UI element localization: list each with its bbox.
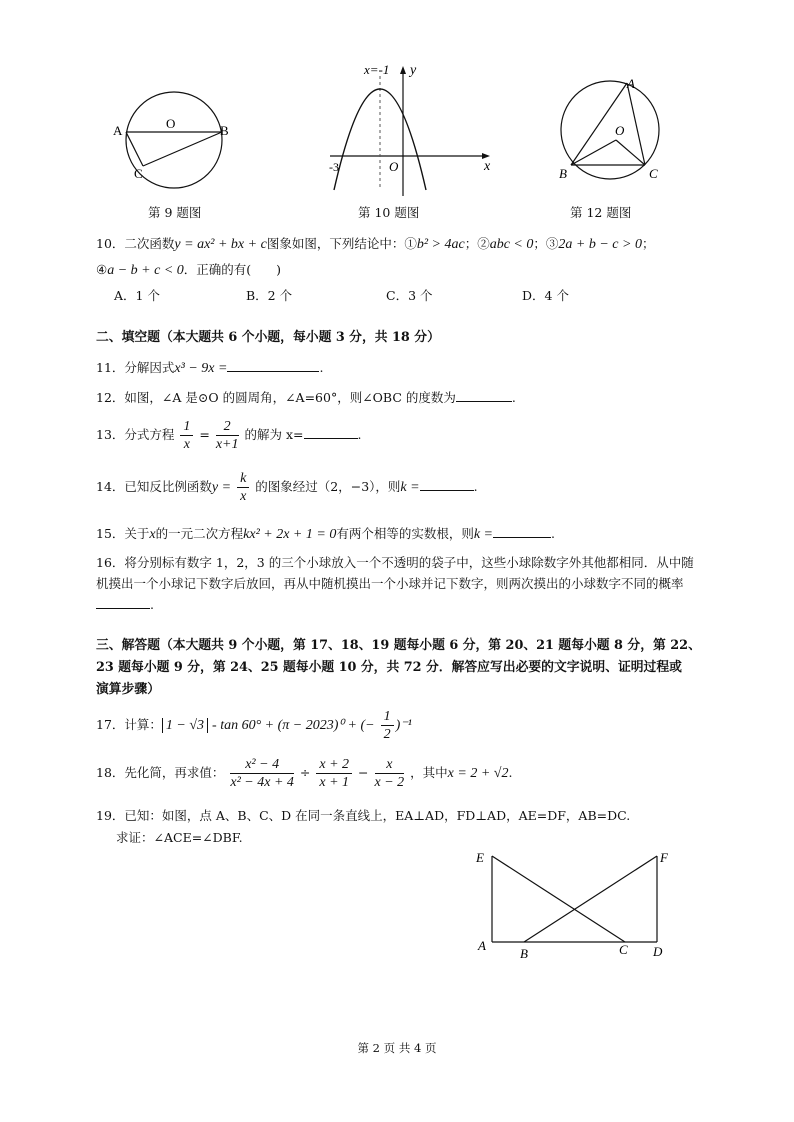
fig12-label-b: B [559, 166, 567, 181]
fig9-label-c: C [134, 166, 143, 181]
section-2-title: 二、填空题（本大题共 6 个小题，每小题 3 分，共 18 分） [96, 330, 440, 345]
question-12: 12．如图，∠A 是⊙O 的圆周角，∠A=60°，则∠OBC 的度数为 . [96, 390, 516, 405]
q10-option-d: D．4 个 [522, 288, 569, 303]
fig10-label-m3: -3 [329, 160, 339, 174]
q10-option-a: A．1 个 [114, 288, 160, 303]
question-18: 18．先化简，再求值： $\frac{\text{x² − 4}}{\text{x² − 4x + 4}}$ ÷ $\frac{x + 2}{x + 1}$ − $\frac{x}{x - 2}$ ，其中x = 2 + √2. [96, 757, 513, 790]
fig19-label-e: E [476, 850, 484, 865]
fig12-label-o: O [615, 123, 625, 138]
figure-12-circle [555, 72, 675, 192]
q10-option-b: B．2 个 [246, 288, 293, 303]
fig9-label-o: O [166, 116, 176, 131]
fig10-label-x: x [484, 159, 491, 174]
fig9-label-a: A [113, 123, 123, 138]
fig9-caption: 第 9 题图 [148, 205, 202, 220]
question-13: 13．分式方程 $\frac{1}{x}$ = $\frac{2}{x+1}$ 的解为 x= . [96, 419, 362, 452]
figure-19-diagram [470, 848, 680, 963]
fig19-label-c: C [619, 942, 628, 957]
figure-9-circle [110, 90, 250, 200]
figure-10-parabola [320, 58, 500, 198]
fig10-label-y: y [410, 63, 417, 78]
fig10-caption: 第 10 题图 [358, 205, 420, 220]
question-10-line2: ④a − b + c < 0．正确的有( ) [96, 262, 282, 278]
section-3-title-line3: 演算步骤） [96, 682, 160, 697]
fig9-label-b: B [220, 123, 229, 138]
fig10-label-o: O [389, 159, 399, 174]
question-19-line2: 求证：∠ACE=∠DBF. [116, 830, 243, 845]
section-3-title-line1: 三、解答题（本大题共 9 个小题，第 17、18、19 题每小题 6 分，第 20、21 题每小题 8 分，第 22、 [96, 638, 701, 653]
fig12-label-a: A [627, 76, 635, 91]
section-3-title-line2: 23 题每小题 9 分，第 24、25 题每小题 10 分，共 72 分．解答应写出必要的文字说明、证明过程或 [96, 660, 682, 675]
question-17: 17．计算： 1 − √3 - tan 60° + (π − 2023)⁰ + (− $\frac{1}{2}$ )⁻¹ [96, 709, 412, 742]
fig12-caption: 第 12 题图 [570, 205, 632, 220]
page-footer: 第 2 页 共 4 页 [357, 1041, 437, 1055]
fig19-label-a: A [478, 938, 486, 953]
question-15: 15．关于x的一元二次方程kx² + 2x + 1 = 0有两个相等的实数根，则k = . [96, 526, 555, 542]
fig19-label-f: F [660, 850, 668, 865]
fig19-label-d: D [653, 944, 663, 959]
question-16: 16．将分别标有数字 1，2，3 的三个小球放入一个不透明的袋子中，这些小球除数字外其他都相同．从中随机摸出一个小球记下数字后放回，再从中随机摸出一个小球并记下数字，则两次摸出的小球数字不同的概率. [96, 555, 694, 612]
fig12-label-c: C [649, 166, 658, 181]
question-19-line1: 19．已知：如图，点 A、B、C、D 在同一条直线上，EA⊥AD，FD⊥AD，AE=DF，AB=DC. [96, 808, 631, 823]
fig10-label-axis-line: x=-1 [364, 62, 390, 77]
question-10-line1: 10．二次函数y = ax² + bx + c图象如图，下列结论中：①b² > 4ac；②abc < 0；③2a + b − c > 0； [96, 236, 655, 252]
q10-option-c: C．3 个 [386, 288, 433, 303]
question-14: 14．已知反比例函数y = $\frac{k}{x}$ 的图象经过（2，−3），则k = . [96, 471, 478, 504]
fig19-label-b: B [520, 946, 528, 961]
question-11: 11．分解因式x³ − 9x = . [96, 360, 324, 376]
